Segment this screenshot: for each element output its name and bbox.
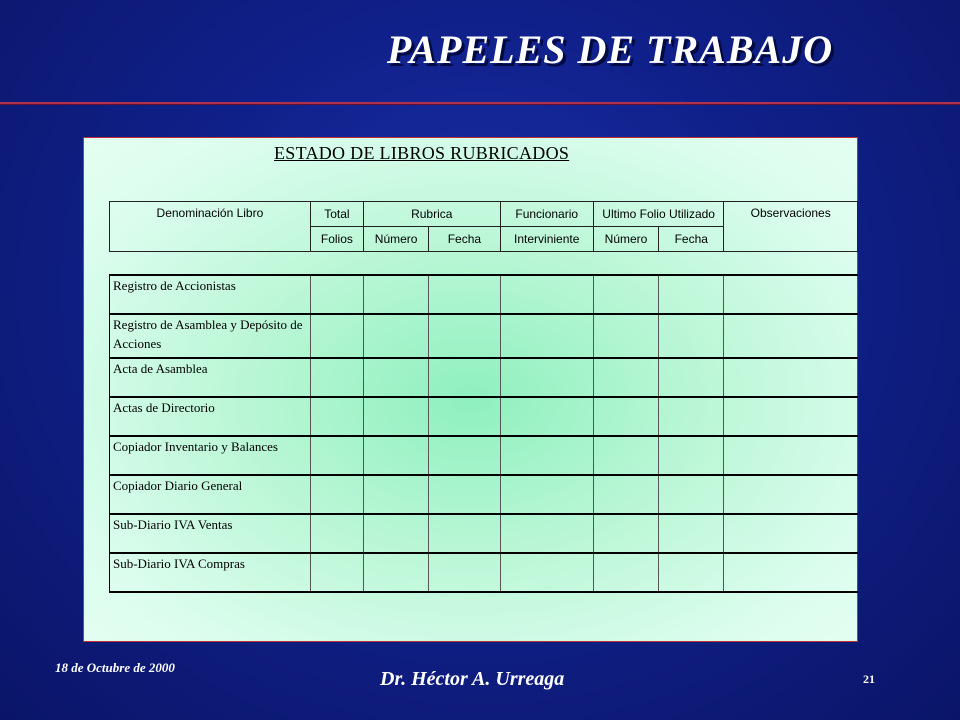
book-name: Sub-Diario IVA Compras — [110, 553, 311, 592]
books-table — [109, 274, 858, 593]
table-cell[interactable] — [310, 436, 363, 475]
table-cell[interactable] — [429, 475, 500, 514]
table-cell[interactable] — [364, 475, 429, 514]
table-row — [110, 514, 858, 553]
header-funcionario: Funcionario — [500, 202, 593, 227]
table-cell[interactable] — [364, 436, 429, 475]
table-cell[interactable] — [364, 553, 429, 592]
header-interviniente: Interviniente — [500, 227, 593, 252]
worksheet-panel — [83, 137, 858, 642]
page-number: 21 — [863, 672, 875, 686]
table-cell[interactable] — [593, 475, 658, 514]
table-cell[interactable] — [659, 553, 724, 592]
table-cell[interactable] — [724, 553, 858, 592]
table-cell[interactable] — [659, 275, 724, 314]
table-cell[interactable] — [310, 275, 363, 314]
table-cell[interactable] — [500, 436, 593, 475]
table-cell[interactable] — [659, 514, 724, 553]
table-cell[interactable] — [429, 514, 500, 553]
table-cell[interactable] — [659, 475, 724, 514]
table-cell[interactable] — [310, 514, 363, 553]
slide-title: PAPELES DE TRABAJO — [386, 27, 834, 72]
table-cell[interactable] — [593, 514, 658, 553]
table-cell[interactable] — [364, 275, 429, 314]
table-cell[interactable] — [593, 553, 658, 592]
header-ultimo-folio: Ultimo Folio Utilizado — [593, 202, 724, 227]
header-folio-numero: Número — [593, 227, 658, 252]
header-folio-fecha: Fecha — [659, 227, 724, 252]
header-table — [109, 201, 858, 252]
table-cell[interactable] — [310, 553, 363, 592]
header-rubrica-numero: Número — [364, 227, 429, 252]
table-cell[interactable] — [429, 436, 500, 475]
table-cell[interactable] — [310, 397, 363, 436]
table-cell[interactable] — [310, 314, 363, 358]
table-cell[interactable] — [659, 397, 724, 436]
table-cell[interactable] — [659, 314, 724, 358]
table-cell[interactable] — [724, 397, 858, 436]
table-cell[interactable] — [724, 358, 858, 397]
header-total: Total — [310, 202, 363, 227]
table-cell[interactable] — [364, 358, 429, 397]
book-name: Registro de Accionistas — [110, 275, 311, 314]
table-cell[interactable] — [310, 358, 363, 397]
document-title: ESTADO DE LIBROS RUBRICADOS — [274, 143, 570, 163]
table-row — [110, 275, 858, 314]
table-cell[interactable] — [724, 275, 858, 314]
table-cell[interactable] — [310, 475, 363, 514]
book-name: Copiador Diario General — [110, 475, 311, 514]
table-cell[interactable] — [364, 314, 429, 358]
table-cell[interactable] — [364, 397, 429, 436]
header-observaciones: Observaciones — [724, 202, 858, 252]
book-name: Registro de Asamblea y Depósito de Acciones — [110, 314, 311, 358]
table-cell[interactable] — [724, 514, 858, 553]
table-row — [110, 475, 858, 514]
table-cell[interactable] — [500, 553, 593, 592]
table-cell[interactable] — [593, 436, 658, 475]
table-cell[interactable] — [724, 314, 858, 358]
table-cell[interactable] — [593, 397, 658, 436]
table-cell[interactable] — [429, 553, 500, 592]
header-rubrica-fecha: Fecha — [429, 227, 500, 252]
table-cell[interactable] — [364, 514, 429, 553]
book-name: Sub-Diario IVA Ventas — [110, 514, 311, 553]
table-cell[interactable] — [500, 275, 593, 314]
book-name: Acta de Asamblea — [110, 358, 311, 397]
table-row — [110, 397, 858, 436]
title-divider — [0, 102, 960, 105]
table-cell[interactable] — [500, 397, 593, 436]
table-cell[interactable] — [724, 436, 858, 475]
table-cell[interactable] — [429, 275, 500, 314]
table-cell[interactable] — [429, 314, 500, 358]
book-name: Actas de Directorio — [110, 397, 311, 436]
footer-date: 18 de Octubre de 2000 — [55, 660, 175, 675]
table-row — [110, 314, 858, 358]
table-cell[interactable] — [659, 358, 724, 397]
table-cell[interactable] — [659, 436, 724, 475]
table-cell[interactable] — [724, 475, 858, 514]
table-row — [110, 553, 858, 592]
table-row — [110, 436, 858, 475]
footer-author: Dr. Héctor A. Urreaga — [380, 668, 565, 690]
table-cell[interactable] — [500, 475, 593, 514]
table-cell[interactable] — [593, 314, 658, 358]
table-row — [110, 358, 858, 397]
header-denominacion: Denominación Libro — [110, 202, 311, 252]
table-cell[interactable] — [593, 275, 658, 314]
table-cell[interactable] — [500, 358, 593, 397]
table-cell[interactable] — [500, 514, 593, 553]
header-rubrica: Rubrica — [364, 202, 501, 227]
table-cell[interactable] — [593, 358, 658, 397]
table-cell[interactable] — [500, 314, 593, 358]
table-cell[interactable] — [429, 397, 500, 436]
book-name: Copiador Inventario y Balances — [110, 436, 311, 475]
table-cell[interactable] — [429, 358, 500, 397]
header-folios: Folios — [310, 227, 363, 252]
